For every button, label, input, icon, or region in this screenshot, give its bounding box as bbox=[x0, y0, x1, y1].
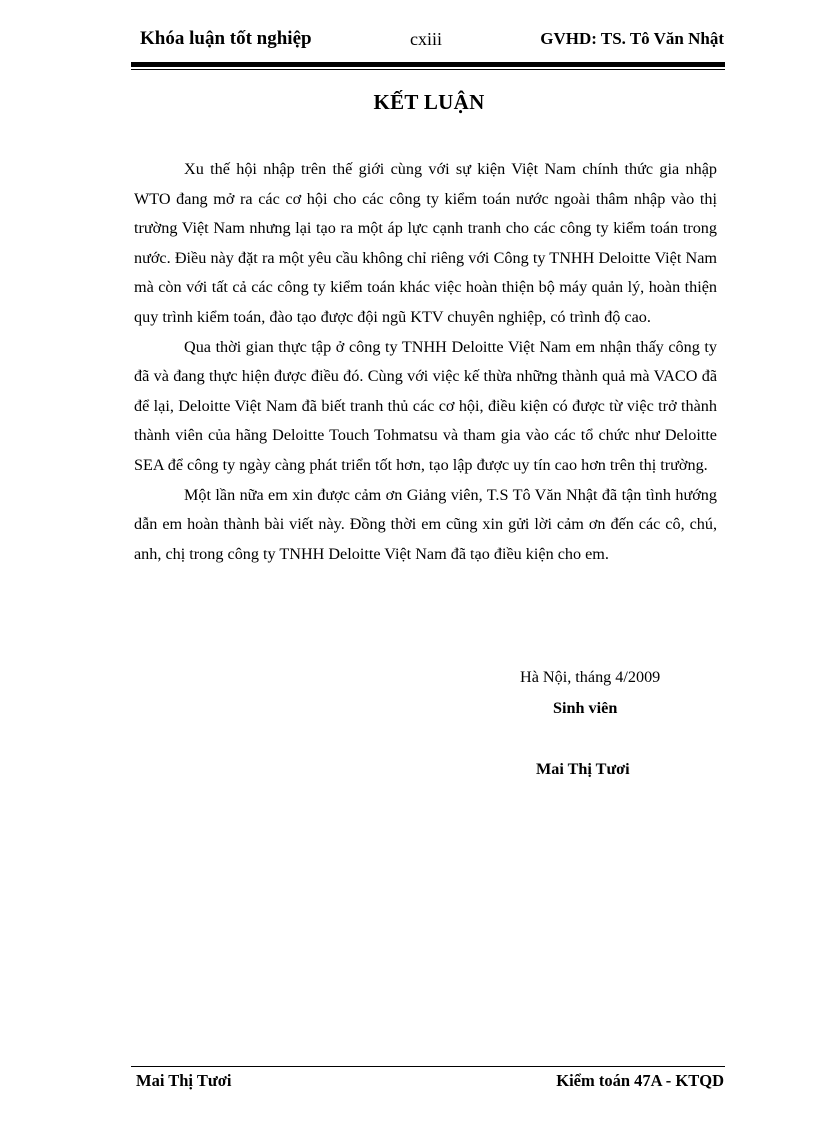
conclusion-body bbox=[134, 155, 717, 569]
header-advisor: GVHD: TS. Tô Văn Nhật bbox=[540, 29, 724, 48]
signature-role: Sinh viên bbox=[553, 699, 618, 717]
signature-place-date: Hà Nội, tháng 4/2009 bbox=[520, 668, 661, 686]
footer-author: Mai Thị Tươi bbox=[136, 1071, 232, 1090]
signature-name: Mai Thị Tươi bbox=[536, 760, 630, 778]
paragraph-3: Một lần nữa em xin được cảm ơn Giảng viên, T.S Tô Văn Nhật đã tận tình hướng dẫn em hoàn thành bài viết này. Đồng thời em cũng xin gửi lời cảm ơn đến các cô, chú, anh, chị trong công ty TNHH Deloitte Việt Nam đã tạo điều kiện cho em. bbox=[134, 485, 717, 563]
paragraph-1: Xu thế hội nhập trên thế giới cùng với sự kiện Việt Nam chính thức gia nhập WTO đang mở ra các cơ hội cho các công ty kiểm toán nước ngoài thâm nhập vào thị trường Việt Nam nhưng lại tạo ra một áp lực cạnh tranh cho các công ty kiểm toán trong nước. Điều này đặt ra một yêu cầu không chỉ riêng với Công ty TNHH Deloitte Việt Nam mà còn với tất cả các công ty kiểm toán khác việc hoàn thiện bộ máy quản lý, hoàn thiện quy trình kiểm toán, đào tạo được đội ngũ KTV chuyên nghiệp, có trình độ cao. bbox=[134, 160, 717, 326]
header-thesis-label: Khóa luận tốt nghiệp bbox=[140, 28, 312, 49]
header-rule-thick bbox=[131, 62, 725, 67]
header-rule-thin bbox=[131, 69, 725, 70]
page-header bbox=[134, 28, 724, 56]
footer-class: Kiểm toán 47A - KTQD bbox=[556, 1071, 724, 1090]
page-number: cxiii bbox=[410, 29, 442, 49]
footer-rule bbox=[131, 1066, 725, 1067]
page-title: KẾT LUẬN bbox=[373, 90, 485, 114]
paragraph-2: Qua thời gian thực tập ở công ty TNHH Deloitte Việt Nam em nhận thấy công ty đã và đang thực hiện được điều đó. Cùng với việc kế thừa những thành quả mà VACO đã để lại, Deloitte Việt Nam đã biết tranh thủ các cơ hội, điều kiện có được từ việc trở thành thành viên của hãng Deloitte Touch Tohmatsu và tham gia vào các tổ chức như Deloitte SEA để công ty ngày càng phát triển tốt hơn, tạo lập được uy tín cao hơn trên thị trường. bbox=[134, 337, 717, 474]
